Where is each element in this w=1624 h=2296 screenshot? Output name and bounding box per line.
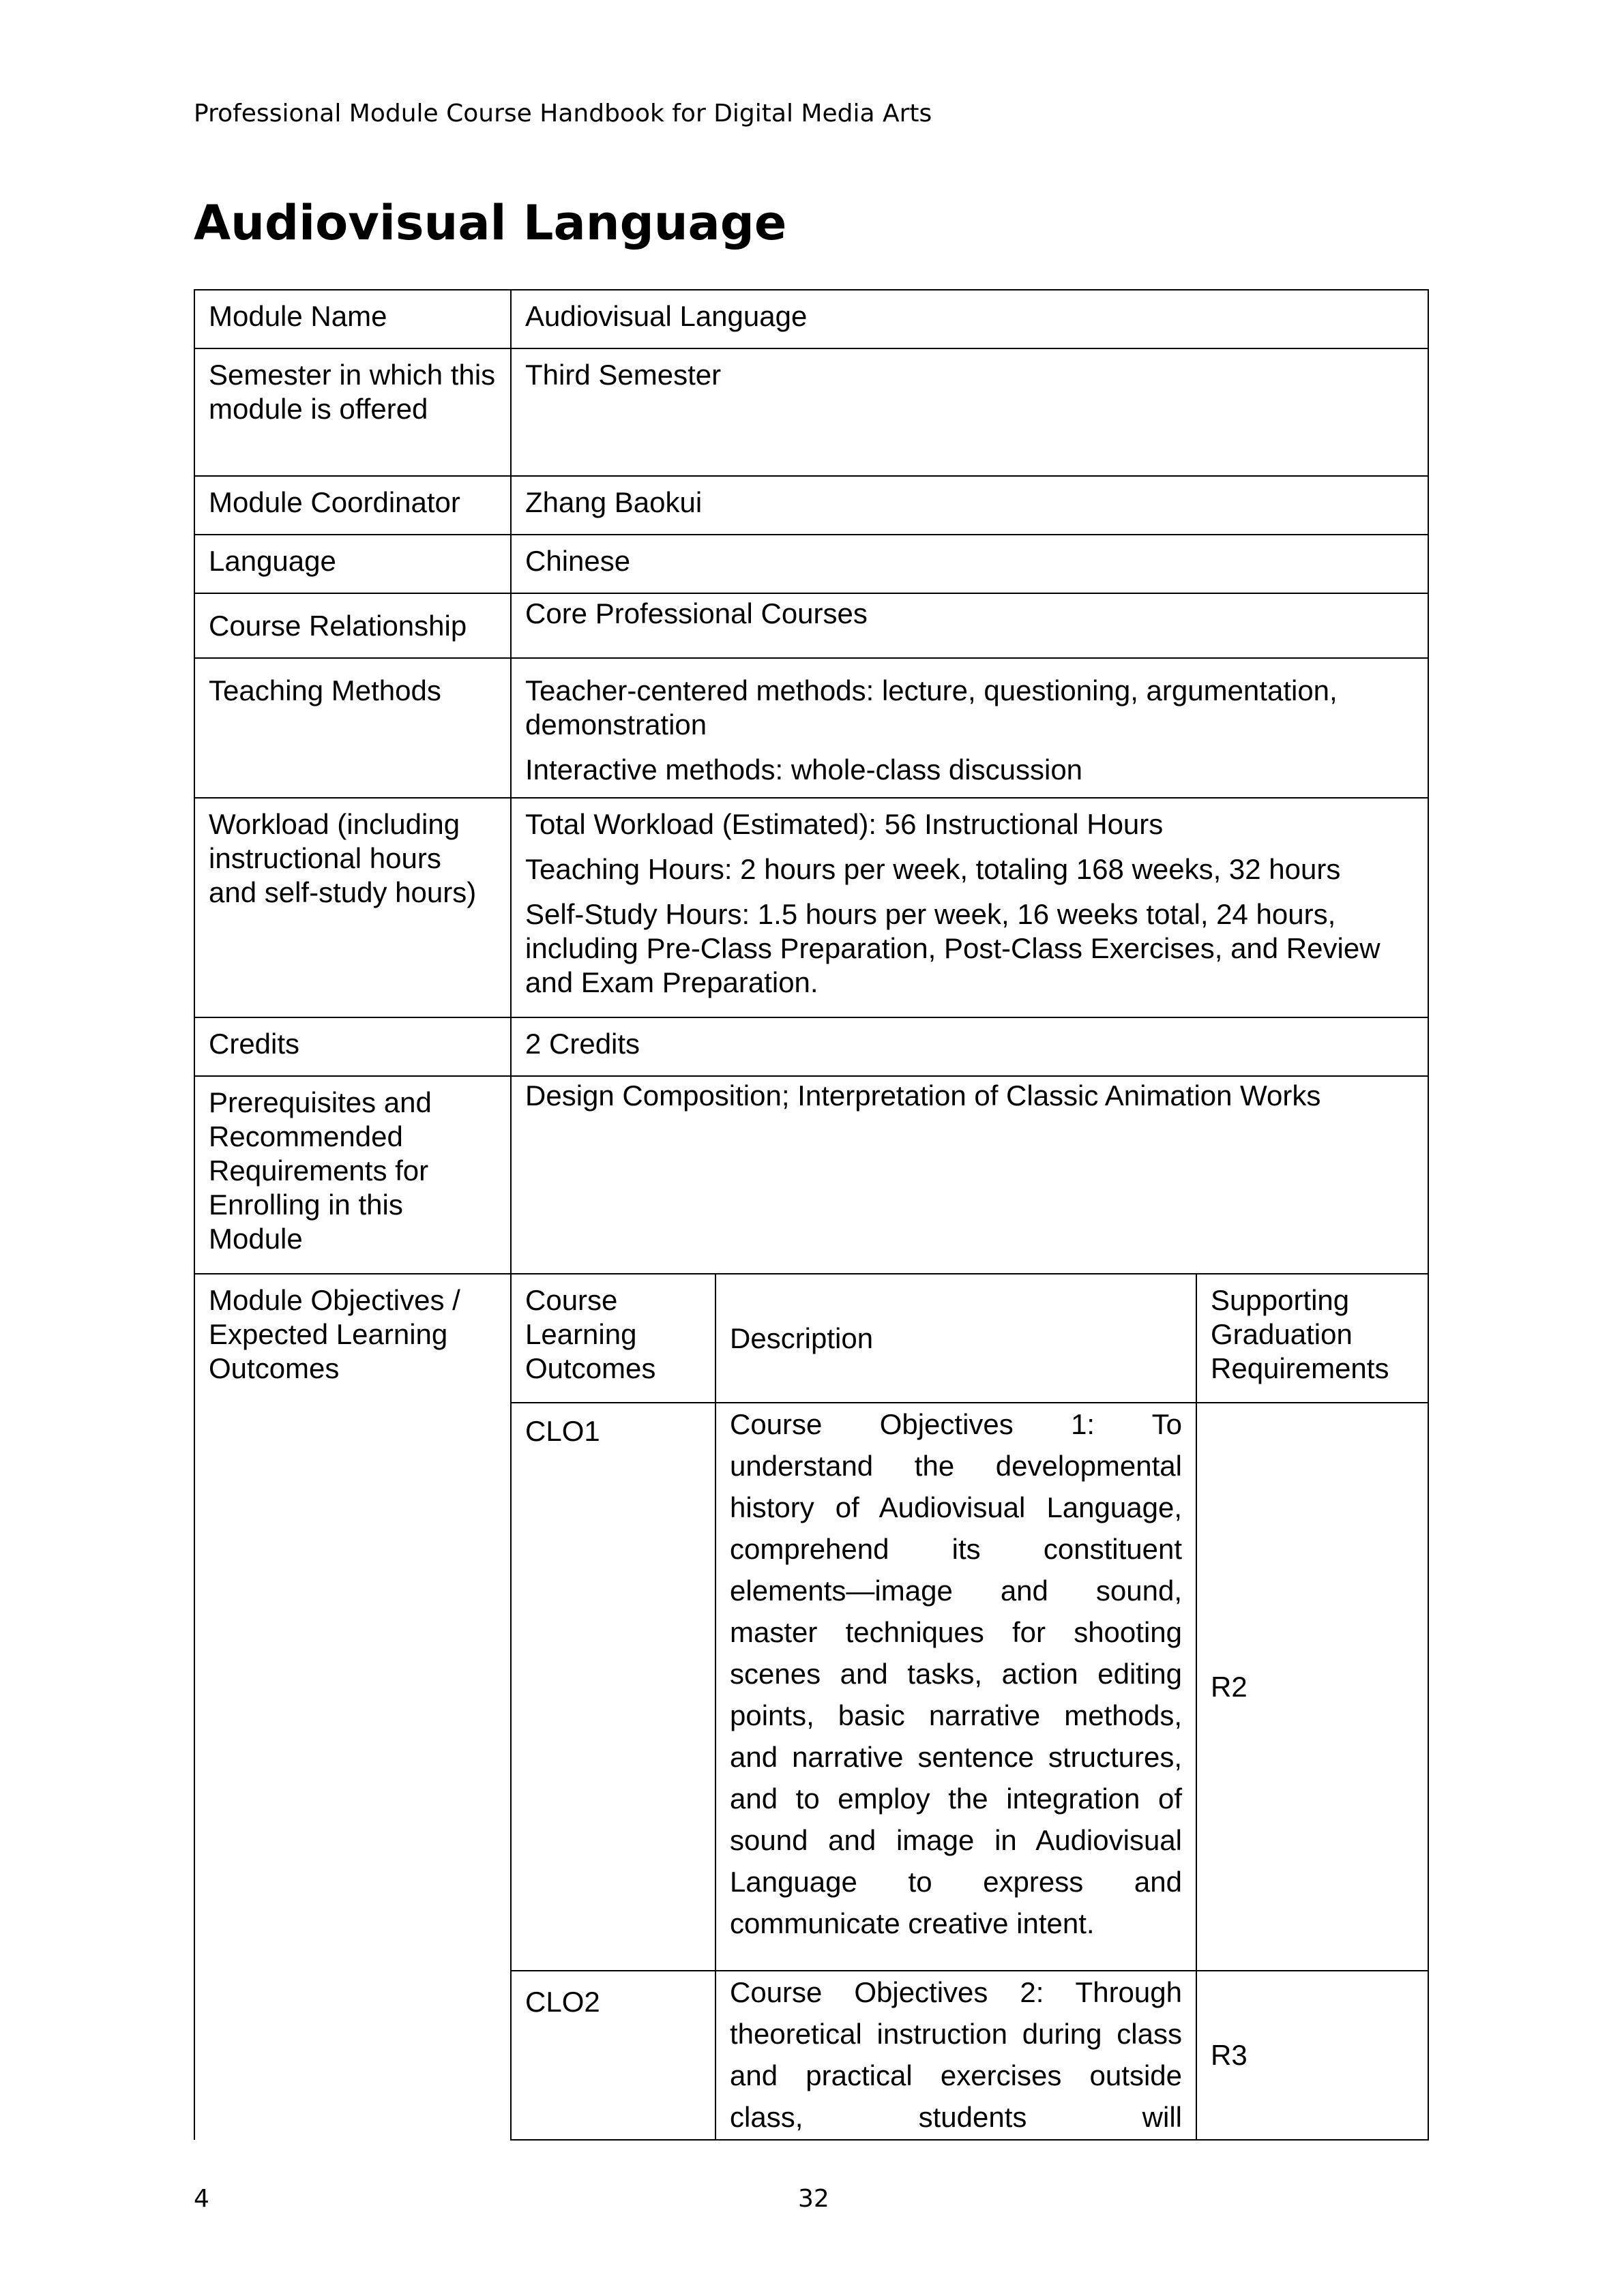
prerequisites-value: Design Composition; Interpretation of Classic Animation Works [511,1076,1428,1274]
module-name-label: Module Name [194,290,511,348]
objective-description: Course Objectives 1: To understand the developmental history of Audiovisual Language, comprehend its constituent elements—image and sound, master techniques for shooting scenes and tasks, action editing points, basic narrative methods, and narrative sentence structures, and to employ the integration of sound and image in Audiovisual Language to express and communicate creative intent. [715,1403,1196,1971]
row-semester [194,348,1428,476]
row-objectives-header [194,1274,1428,1403]
language-label: Language [194,535,511,593]
semester-label: Semester in which this module is offered [194,348,511,476]
requirements-header: Supporting Graduation Requirements [1196,1274,1428,1403]
clo-header: Course Learning Outcomes [511,1274,715,1403]
semester-value: Third Semester [511,348,1428,476]
credits-label: Credits [194,1017,511,1076]
objective-requirement: R2 [1196,1403,1428,1971]
footer-page-number-center: 32 [798,2185,829,2213]
credits-value: 2 Credits [511,1017,1428,1076]
objectives-label: Module Objectives / Expected Learning Outcomes [194,1274,511,2140]
row-credits [194,1017,1428,1076]
running-header: Professional Module Course Handbook for Digital Media Arts [194,100,932,128]
teaching-method-line: Interactive methods: whole-class discussion [525,754,1083,786]
teaching-methods-value [511,658,1428,798]
row-teaching-methods [194,658,1428,798]
objective-clo: CLO1 [511,1403,715,1971]
page-title: Audiovisual Language [194,195,787,251]
row-prerequisites [194,1076,1428,1274]
row-relationship [194,593,1428,658]
teaching-method-line: Teacher-centered methods: lecture, questioning, argumentation, demonstration [525,674,1338,741]
workload-line: Self-Study Hours: 1.5 hours per week, 16 weeks total, 24 hours, including Pre-Class Preparation, Post-Class Exercises, and Review and Exam Preparation. [525,898,1381,998]
row-module-name [194,290,1428,348]
relationship-label: Course Relationship [194,593,511,658]
coordinator-label: Module Coordinator [194,476,511,535]
row-language [194,535,1428,593]
objective-clo: CLO2 [511,1971,715,2140]
workload-value [511,798,1428,1017]
workload-line: Total Workload (Estimated): 56 Instructional Hours [525,808,1164,840]
module-info-table [194,289,1429,2141]
workload-label: Workload (including instructional hours and self-study hours) [194,798,511,1017]
objective-requirement: R3 [1196,1971,1428,2140]
description-header: Description [715,1274,1196,1403]
row-workload [194,798,1428,1017]
prerequisites-label: Prerequisites and Recommended Requirements for Enrolling in this Module [194,1076,511,1274]
coordinator-value: Zhang Baokui [511,476,1428,535]
relationship-value: Core Professional Courses [511,593,1428,658]
workload-line: Teaching Hours: 2 hours per week, totaling 168 weeks, 32 hours [525,853,1341,885]
teaching-methods-label: Teaching Methods [194,658,511,798]
module-name-value: Audiovisual Language [511,290,1428,348]
objective-description: Course Objectives 2: Through theoretical instruction during class and practical exercises outside class, students will [715,1971,1196,2140]
language-value: Chinese [511,535,1428,593]
row-coordinator [194,476,1428,535]
footer-page-number-left: 4 [194,2185,209,2213]
